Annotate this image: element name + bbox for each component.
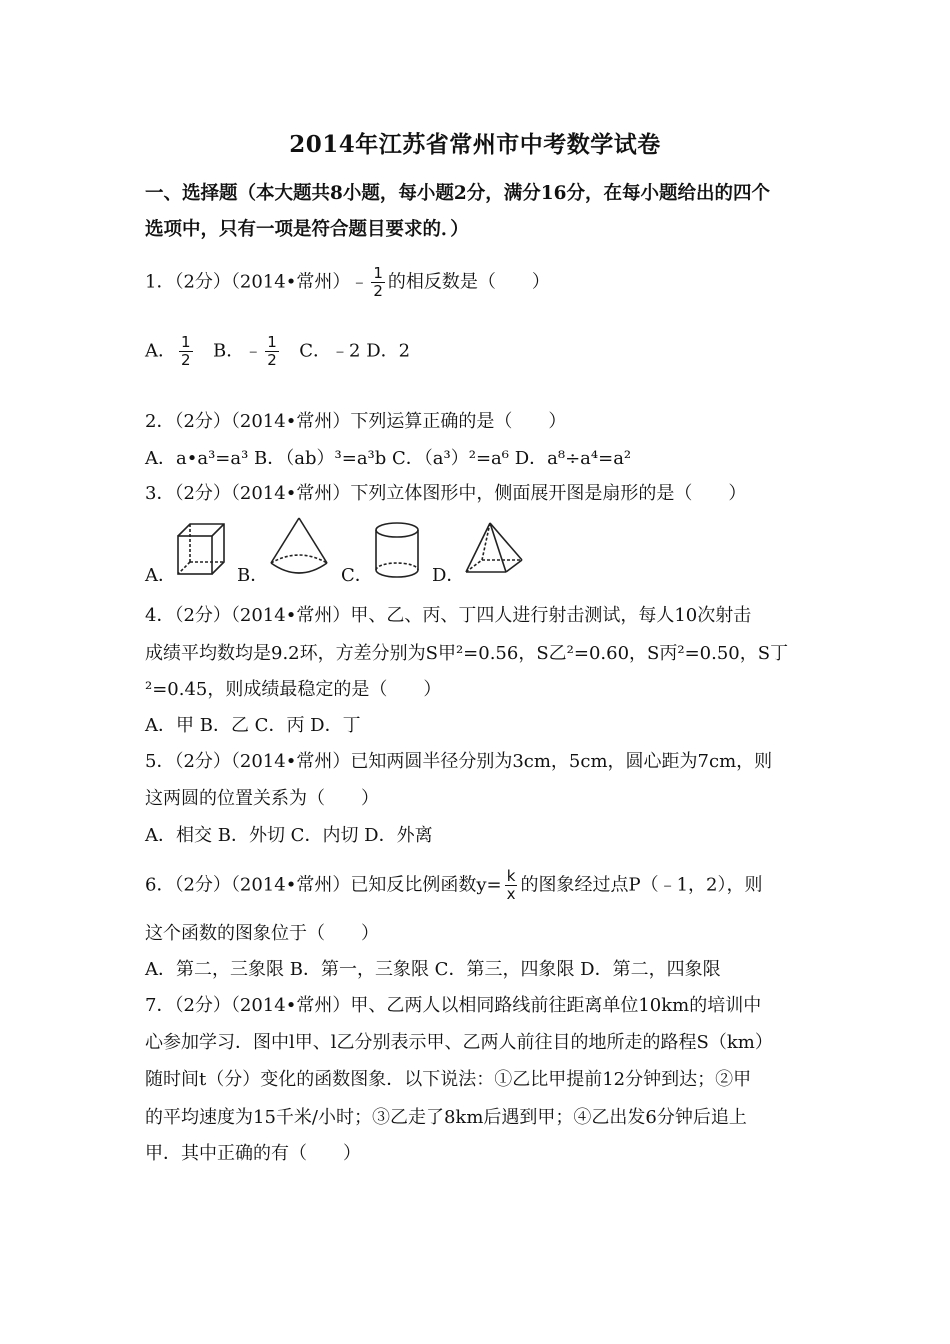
q6-fraction [505, 868, 518, 903]
q1-fraction [371, 265, 385, 300]
q1-option-b-num: 1 [267, 333, 277, 351]
q6-frac-num: k [505, 868, 518, 886]
question-1-stem [145, 265, 550, 300]
cone-icon [268, 515, 330, 581]
question-1-options [145, 334, 410, 369]
question-6-options: A．第二，三象限 B．第一，三象限 C．第三，四象限 D．第二，四象限 [145, 959, 721, 980]
question-6-line-1 [145, 868, 763, 903]
q1-option-b-label: B．﹣ [213, 340, 263, 362]
q1-option-a-num: 1 [181, 333, 191, 351]
section-heading-line-1: 一、选择题（本大题共8小题，每小题2分，满分16分，在每小题给出的四个 [145, 183, 770, 204]
question-2-stem: 2．（2分）（2014•常州）下列运算正确的是（ ） [145, 411, 567, 432]
question-5-line-2: 这两圆的位置关系为（ ） [145, 788, 379, 809]
q6-suffix: 的图象经过点P（﹣1，2），则 [520, 874, 763, 896]
question-5-options: A．相交 B．外切 C．内切 D．外离 [145, 825, 433, 846]
pyramid-icon [462, 520, 526, 578]
page-title: 2014年江苏省常州市中考数学试卷 [289, 131, 661, 158]
question-4-options: A．甲 B．乙 C．丙 D．丁 [145, 715, 361, 736]
question-4-line-3: ²=0.45，则成绩最稳定的是（ ） [145, 679, 442, 700]
q1-option-a-fraction [179, 334, 193, 369]
question-7-line-4: 的平均速度为15千米/小时；③乙走了8km后遇到甲；④乙出发6分钟后追上 [145, 1107, 747, 1128]
q1-suffix: 的相反数是（ ） [387, 271, 550, 293]
q1-option-b-fraction [265, 334, 279, 369]
q1-frac-den: 2 [373, 282, 383, 300]
q1-prefix: 1．（2分）（2014•常州）﹣ [145, 271, 369, 293]
question-3-stem: 3．（2分）（2014•常州）下列立体图形中，侧面展开图是扇形的是（ ） [145, 483, 747, 504]
q1-option-b-den: 2 [267, 351, 277, 369]
question-5-line-1: 5．（2分）（2014•常州）已知两圆半径分别为3cm，5cm，圆心距为7cm，则 [145, 751, 773, 772]
q1-option-cd: C．﹣2 D．2 [299, 340, 411, 362]
q1-option-a-den: 2 [181, 351, 191, 369]
section-heading-line-2: 选项中，只有一项是符合题目要求的．） [145, 219, 469, 240]
q6-frac-den: x [506, 885, 516, 903]
question-7-line-2: 心参加学习．图中l甲、l乙分别表示甲、乙两人前往目的地所走的路程S（km） [145, 1032, 773, 1053]
q3-option-a-label: A． [145, 565, 176, 586]
q1-option-a-label: A． [145, 340, 176, 362]
question-7-line-1: 7．（2分）（2014•常州）甲、乙两人以相同路线前往距离单位10km的培训中 [145, 995, 762, 1016]
question-7-line-3: 随时间t（分）变化的函数图象．以下说法：①乙比甲提前12分钟到达；②甲 [145, 1069, 752, 1090]
question-7-line-5: 甲．其中正确的有（ ） [145, 1143, 361, 1164]
question-6-line-2: 这个函数的图象位于（ ） [145, 923, 379, 944]
question-2-options: A．a•a³=a³ B．（ab）³=a³b C．（a³）²=a⁶ D．a⁸÷a⁴=a² [145, 448, 632, 469]
q3-option-c-label: C． [341, 565, 373, 586]
cube-icon [174, 520, 228, 578]
q3-option-b-label: B． [237, 565, 269, 586]
q6-prefix: 6．（2分）（2014•常州）已知反比例函数y= [145, 874, 502, 896]
cylinder-icon [372, 520, 422, 582]
question-4-line-2: 成绩平均数均是9.2环，方差分别为S甲²=0.56，S乙²=0.60，S丙²=0.50，S丁 [145, 643, 789, 664]
question-4-line-1: 4．（2分）（2014•常州）甲、乙、丙、丁四人进行射击测试，每人10次射击 [145, 605, 752, 626]
q1-frac-num: 1 [373, 264, 383, 282]
q3-option-d-label: D． [432, 565, 465, 586]
